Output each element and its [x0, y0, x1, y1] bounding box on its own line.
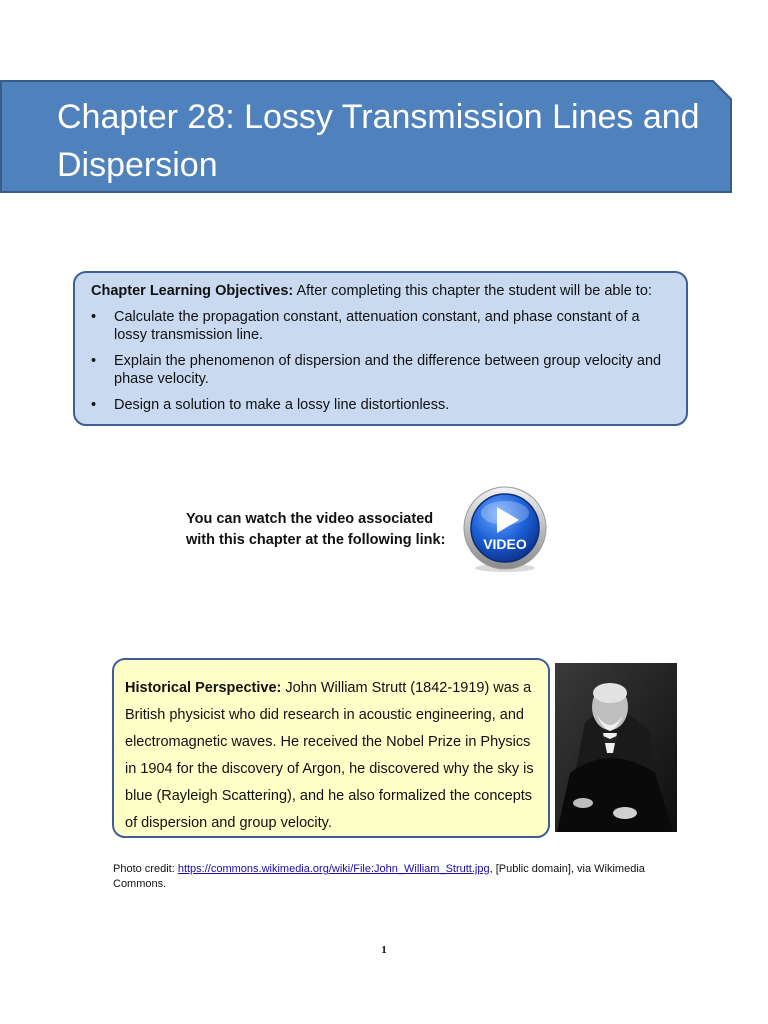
history-heading: Historical Perspective:: [125, 680, 282, 696]
credit-suffix: , [Public domain], via Wikimedia Commons.: [113, 863, 645, 890]
objectives-list: [91, 308, 672, 414]
video-button-label: VIDEO: [483, 536, 527, 552]
video-prompt: [186, 509, 445, 551]
portrait-photo: [555, 663, 677, 832]
credit-link[interactable]: https://commons.wikimedia.org/wiki/File:John_William_Strutt.jpg: [177, 863, 490, 875]
objective-text: Explain the phenomenon of dispersion and the difference between group velocity and phase velocity.: [114, 353, 662, 387]
historical-perspective-box: [112, 658, 550, 838]
bullet: •: [91, 309, 97, 325]
learning-objectives-box: [73, 271, 688, 426]
list-item: [91, 352, 672, 388]
video-prompt-line: with this chapter at the following link:: [186, 532, 446, 548]
page-number: 1: [381, 944, 387, 956]
bullet: •: [91, 353, 97, 369]
list-item: [91, 308, 672, 344]
credit-prefix: Photo credit:: [113, 863, 178, 875]
bullet: •: [91, 397, 97, 413]
objectives-heading: Chapter Learning Objectives:: [91, 283, 294, 299]
video-button-graphic: [462, 485, 548, 573]
objective-text: Design a solution to make a lossy line distortionless.: [114, 397, 450, 413]
objectives-intro-text: After completing this chapter the student will be able to:: [296, 283, 652, 299]
chapter-title: Chapter 28: Lossy Transmission Lines and Dispersion: [57, 98, 700, 184]
list-item: [91, 396, 672, 414]
video-prompt-line: You can watch the video associated: [186, 511, 434, 527]
objectives-intro: [91, 282, 672, 300]
video-button[interactable]: [462, 485, 548, 573]
photo-credit: [113, 862, 683, 892]
objective-text: Calculate the propagation constant, attenuation constant, and phase constant of a lossy transmission line.: [114, 309, 640, 343]
history-body: John William Strutt (1842-1919) was a British physicist who did research in acoustic engineering, and electromagnetic waves. He received the Nobel Prize in Physics in 1904 for the discovery of Argon, he discovered why the sky is blue (Rayleigh Scattering), and he also formalized the concepts of dispersion and group velocity.: [125, 680, 534, 831]
